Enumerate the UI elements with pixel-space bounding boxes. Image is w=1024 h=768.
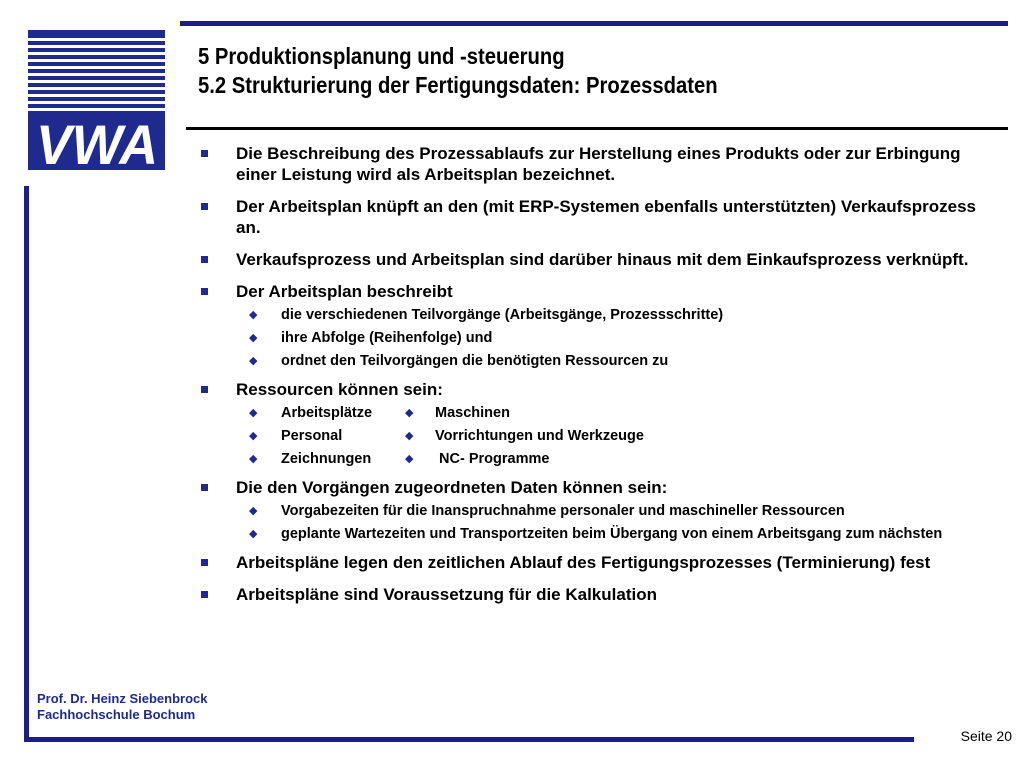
bullet-ressourcen: Ressourcen können sein: (198, 379, 998, 400)
vwa-logo (28, 30, 165, 170)
vwa-logo-graphic (28, 30, 165, 170)
resource-right: NC- Programme (435, 451, 550, 467)
bullet-arbeitsplan-beschreibt: Der Arbeitsplan beschreibt (198, 281, 998, 302)
diamond-bullet-icon: ◆ (249, 406, 258, 419)
resources-sublist (198, 404, 998, 468)
left-rule (24, 186, 29, 740)
bullet-arbeitsplan-definition: Die Beschreibung des Prozessablaufs zur Herstellung eines Produkts oder zur Erbingung einer Leistung wird als Arbeitsplan bezeichnet. (198, 143, 998, 185)
resource-left: Arbeitsplätze (281, 405, 373, 421)
resource-row (198, 404, 998, 422)
sub-item: ◆ ihre Abfolge (Reihenfolge) und (198, 329, 998, 347)
resource-right: Maschinen (435, 405, 510, 421)
diamond-bullet-icon: ◆ (405, 452, 414, 465)
bullet-einkaufsprozess: Verkaufsprozess und Arbeitsplan sind darüber hinaus mit dem Einkaufsprozess verknüpft. (198, 249, 998, 270)
title-line-2: 5.2 Strukturierung der Fertigungsdaten: Prozessdaten (198, 72, 718, 98)
resource-row (198, 427, 998, 445)
slide-content (198, 143, 998, 616)
page-title (198, 42, 902, 100)
diamond-bullet-icon: ◆ (249, 429, 258, 442)
resource-row (198, 450, 998, 468)
sub-item: ◆ geplante Wartezeiten und Transportzeiten beim Übergang von einem Arbeitsgang zum nächsten (198, 525, 998, 543)
vwa-logo-text: VWA (36, 113, 158, 170)
sub-item: ◆ die verschiedenen Teilvorgänge (Arbeitsgänge, Prozessschritte) (198, 306, 998, 324)
bullet-verkaufsprozess: Der Arbeitsplan knüpft an den (mit ERP-Systemen ebenfalls unterstützten) Verkaufsprozess an. (198, 196, 998, 238)
footer-author-block (37, 691, 208, 723)
title-rule (186, 127, 1008, 130)
footer-institution: Fachhochschule Bochum (37, 707, 196, 722)
diamond-bullet-icon: ◆ (405, 406, 414, 419)
footer-author: Prof. Dr. Heinz Siebenbrock (37, 691, 208, 706)
resource-right: Vorrichtungen und Werkzeuge (435, 428, 644, 444)
bullet-kalkulation: Arbeitspläne sind Voraussetzung für die Kalkulation (198, 584, 998, 605)
bullet-daten: Die den Vorgängen zugeordneten Daten können sein: (198, 477, 998, 498)
bullet-terminierung: Arbeitspläne legen den zeitlichen Ablauf des Fertigungsprozesses (Terminierung) fest (198, 552, 998, 573)
diamond-bullet-icon: ◆ (405, 429, 414, 442)
arbeitsplan-sublist (198, 306, 998, 370)
diamond-bullet-icon: ◆ (249, 452, 258, 465)
bottom-rule (24, 737, 914, 742)
sub-item: ◆ ordnet den Teilvorgängen die benötigten Ressourcen zu (198, 352, 998, 370)
resource-left: Zeichnungen (281, 451, 372, 467)
page-number: Seite 20 (960, 728, 1012, 744)
resource-left: Personal (281, 428, 343, 444)
data-sublist (198, 502, 998, 543)
title-line-1: 5 Produktionsplanung und -steuerung (198, 43, 565, 69)
sub-item: ◆ Vorgabezeiten für die Inanspruchnahme personaler und maschineller Ressourcen (198, 502, 998, 520)
top-rule (180, 21, 1008, 26)
